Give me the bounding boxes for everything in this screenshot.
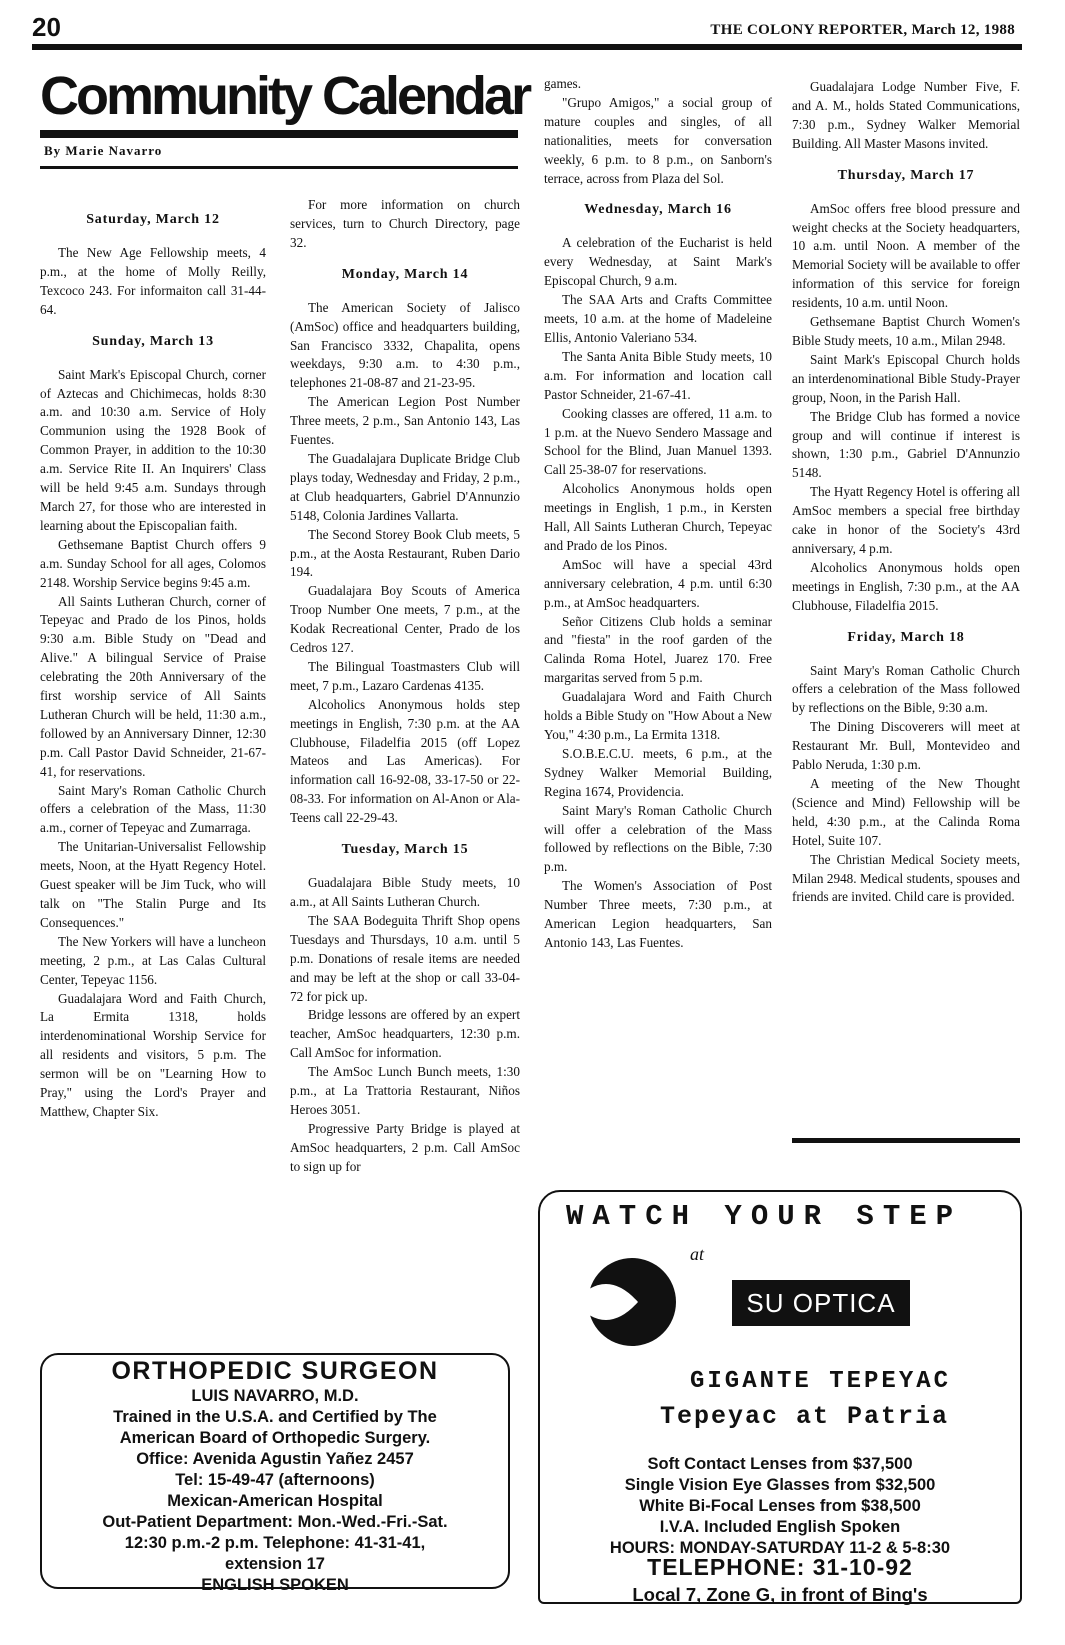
calendar-entry: Guadalajara Word and Faith Church holds a Bible Study on "How About a New You," 4:30 p.m., La Ermita 1318. xyxy=(544,689,772,742)
calendar-entry: The New Age Fellowship meets, 4 p.m., at the home of Molly Reilly, Texcoco 243. For informaiton call 31-44-64. xyxy=(40,245,266,317)
calendar-entry: The Women's Association of Post Number Three meets, 7:30 p.m., at American Legion headquarters, San Antonio 143, Las Fuentes. xyxy=(544,878,772,950)
orthopedic-surgeon-ad xyxy=(40,1353,510,1594)
day-heading: Friday, March 18 xyxy=(847,629,965,645)
day-heading: Monday, March 14 xyxy=(341,266,469,282)
ad-line: LUIS NAVARRO, M.D. xyxy=(191,1387,359,1405)
calendar-entry: A meeting of the New Thought (Science and Mind) Fellowship will be held, 4:30 p.m., at the Calinda Roma Hotel, Suite 107. xyxy=(792,776,1020,848)
calendar-entry: The Bilingual Toastmasters Club will meet, 7 p.m., Lazaro Cardenas 4135. xyxy=(290,658,520,693)
ad-title: ORTHOPEDIC SURGEON xyxy=(111,1357,439,1385)
calendar-entry: S.O.B.E.C.U. meets, 6 p.m., at the Sydney Walker Memorial Building, Regina 1674, Providencia. xyxy=(544,745,772,799)
calendar-entry: Saint Mark's Episcopal Church holds an interdenominational Bible Study-Prayer group, Noon, in the Parish Hall. xyxy=(792,351,1020,405)
calendar-entry: Bridge lessons are offered by an expert teacher, AmSoc headquarters, 12:30 p.m. Call AmSoc for information. xyxy=(290,1007,520,1061)
calendar-entry: The Dining Discoverers will meet at Restaurant Mr. Bull, Montevideo and Pablo Neruda, 1:30 p.m. xyxy=(792,719,1020,773)
ad-line: Mexican-American Hospital xyxy=(167,1492,383,1510)
publication-dateline: THE COLONY REPORTER, March 12, 1988 xyxy=(710,22,1015,38)
calendar-column-1 xyxy=(40,198,266,1122)
calendar-entry: For more information on church services, turn to Church Directory, page 32. xyxy=(290,197,520,250)
calendar-entry: The New Yorkers will have a luncheon meeting, 2 p.m., at Las Calas Cultural Center, Tepeyac 1156. xyxy=(40,933,266,987)
calendar-entry: The Bridge Club has formed a novice group and will continue if interest is shown, 1:30 p.m., Gabriel D'Annunzio 5148. xyxy=(792,408,1020,481)
calendar-entry: Guadalajara Boy Scouts of America Troop Number One meets, 7 p.m., at the Kodak Recreational Center, Prado de los Cedros 127. xyxy=(290,583,520,656)
calendar-entry: The American Legion Post Number Three meets, 2 p.m., San Antonio 143, Las Fuentes. xyxy=(290,394,520,448)
ad-headline: WATCH YOUR STEP xyxy=(566,1200,963,1233)
calendar-entry: A celebration of the Eucharist is held every Wednesday, at Saint Mark's Episcopal Church, 9 a.m. xyxy=(544,235,772,289)
ad-line: ENGLISH SPOKEN xyxy=(201,1576,349,1594)
ad-line: Soft Contact Lenses from $37,500 xyxy=(647,1455,913,1473)
calendar-entry: "Grupo Amigos," a social group of mature couples and singles, of all nationalities, meets for conversation weekly, 6 p.m. to 8 p.m., on Sanborn's terrace, across from Plaza del Sol. xyxy=(544,94,772,186)
ad-line: White Bi-Focal Lenses from $38,500 xyxy=(639,1497,921,1515)
header-rule xyxy=(32,44,1022,50)
ad-location: Local 7, Zone G, in front of Bing's xyxy=(632,1584,928,1605)
ad-at: at xyxy=(690,1244,705,1264)
calendar-entry: All Saints Lutheran Church, corner of Tepeyac and Prado de los Pinos, holds 9:30 a.m. Bible Study on "Dead and Alive." A bilingual Service of Praise celebrating the 20th Anniversary of the first worship service of All Saints Lutheran Church will be held, 11:30 a.m., followed by an Anniversary Dinner, 12:30 p.m. Call Pastor David Schneider, 21-67-41, for reservations. xyxy=(40,593,266,779)
calendar-entry: Saint Mary's Roman Catholic Church will offer a celebration of the Mass followed by reflections on the Bible, 7:30 p.m. xyxy=(544,802,772,875)
su-optica-ad xyxy=(538,1190,1022,1604)
calendar-entry: Saint Mary's Roman Catholic Church offers a celebration of the Mass, 11:30 a.m., corner of Tepeyac and Zumarraga. xyxy=(40,782,266,836)
ad-telephone: TELEPHONE: 31-10-92 xyxy=(647,1554,913,1580)
calendar-entry: The Guadalajara Duplicate Bridge Club plays today, Wednesday and Friday, 2 p.m., at Club headquarters, Gabriel D'Annunzio 5148, Colonia Jardines Vallarta. xyxy=(290,450,520,523)
calendar-column-4 xyxy=(792,78,1020,907)
calendar-entry: The Unitarian-Universalist Fellowship meets, Noon, at the Hyatt Regency Hotel. Guest speaker will be Jim Tuck, who will talk on "The Stalin Purge and Its Consequences." xyxy=(40,839,266,930)
calendar-entry: games. xyxy=(544,76,581,91)
calendar-entry: Cooking classes are offered, 11 a.m. to 1 p.m. at the Nuevo Sendero Massage and School for the Blind, Juan Manuel 1393. Call 25-38-07 for reservations. xyxy=(544,405,772,478)
ad-line: Office: Avenida Agustin Yañez 2457 xyxy=(136,1450,414,1468)
calendar-entry: The AmSoc Lunch Bunch meets, 1:30 p.m., at La Trattoria Restaurant, Niños Heroes 3051. xyxy=(290,1064,520,1117)
eye-logo-icon xyxy=(572,1252,676,1352)
masthead-underline xyxy=(40,166,518,169)
day-heading: Sunday, March 13 xyxy=(92,333,214,349)
ad-line: Trained in the U.S.A. and Certified by The xyxy=(113,1408,437,1426)
calendar-entry: The SAA Bodeguita Thrift Shop opens Tuesdays and Thursdays, 10 a.m. until 5 p.m. Donations of resale items are needed and may be left at the shop or call 33-04-72 for pick up. xyxy=(290,912,520,1004)
calendar-entry: AmSoc will have a special 43rd anniversary celebration, 4 p.m. until 6:30 p.m., at AmSoc headquarters. xyxy=(544,556,772,610)
calendar-entry: The Santa Anita Bible Study meets, 10 a.m. For information and location call Pastor Schneider, 21-67-41. xyxy=(544,348,772,402)
calendar-entry: Señor Citizens Club holds a seminar and "fiesta" in the roof garden of the Calinda Roma Hotel, Juarez 170. Free margaritas served from 5 p.m. xyxy=(544,613,772,686)
day-heading: Saturday, March 12 xyxy=(86,212,220,227)
calendar-entry: Saint Mark's Episcopal Church, corner of Aztecas and Chichimecas, holds 8:30 a.m. and 10:30 a.m. Service of Holy Communion using the 1928 Book of Common Prayer, in addition to the 10:30 a.m. Service Rite II. An Inquirers' Class will be held 9:45 a.m. Sundays through March 27, for those who are interested in learning about the Episcopalian faith. xyxy=(40,366,266,533)
end-of-article-bar xyxy=(792,1138,1020,1143)
section-title: Community Calendar xyxy=(40,66,530,126)
masthead-rule xyxy=(40,130,518,138)
calendar-entry: Guadalajara Word and Faith Church, La Ermita 1318, holds interdenominational Worship Service for all residents and visitors, 5 p.m. The sermon will be on "Learning How to Pray," using the Lord's Prayer and Matthew, Chapter Six. xyxy=(40,990,266,1119)
calendar-entry: Guadalajara Lodge Number Five, F. and A. M., holds Stated Communications, 7:30 p.m., Sydney Walker Memorial Building. All Master Masons invited. xyxy=(792,79,1020,151)
calendar-entry: Progressive Party Bridge is played at AmSoc headquarters, 2 p.m. Call AmSoc to sign up for xyxy=(290,1120,520,1174)
ad-line: Single Vision Eye Glasses from $32,500 xyxy=(624,1476,936,1494)
calendar-entry: The Hyatt Regency Hotel is offering all AmSoc members a special free birthday cake in honor of the Society's 43rd anniversary, 4 p.m. xyxy=(792,484,1020,556)
calendar-column-3 xyxy=(544,75,772,953)
calendar-column-2 xyxy=(290,196,520,1177)
calendar-entry: Alcoholics Anonymous holds open meetings in English, 7:30 p.m., at the AA Clubhouse, Filadelfia 2015. xyxy=(792,559,1020,613)
calendar-entry: Gethsemane Baptist Church Women's Bible Study meets, 10 a.m., Milan 2948. xyxy=(792,314,1020,348)
ad-line: extension 17 xyxy=(225,1555,325,1573)
ad-line: HOURS: MONDAY-SATURDAY 11-2 & 5-8:30 xyxy=(609,1539,951,1557)
ad-line: American Board of Orthopedic Surgery. xyxy=(119,1429,431,1447)
page-number: 20 xyxy=(32,12,61,42)
store-name: GIGANTE TEPEYAC xyxy=(690,1368,952,1395)
calendar-entry: AmSoc offers free blood pressure and weight checks at the Society headquarters, 10 a.m. until Noon. A member of the Memorial Society will be available to offer information of this service for foreign residents, 10 a.m. until Noon. xyxy=(792,200,1020,311)
ad-line: Tel: 15-49-47 (afternoons) xyxy=(175,1471,375,1489)
calendar-entry: Gethsemane Baptist Church offers 9 a.m. Sunday School for all ages, Colomos 2148. Worship Service begins 9:45 a.m. xyxy=(40,536,266,590)
calendar-entry: The Second Storey Book Club meets, 5 p.m., at the Aosta Restaurant, Ruben Dario 194. xyxy=(290,526,520,580)
ad-line: Out-Patient Department: Mon.-Wed.-Fri.-Sat. xyxy=(102,1513,448,1531)
calendar-entry: The SAA Arts and Crafts Committee meets, 10 a.m. at the home of Madeleine Ellis, Antonio Valeriano 534. xyxy=(544,292,772,345)
calendar-entry: Alcoholics Anonymous holds open meetings in English, 1 p.m., in Kersten Hall, All Saints Lutheran Church, Tepeyac and Prado de los Pinos. xyxy=(544,481,772,553)
calendar-entry: Alcoholics Anonymous holds step meetings in English, 7:30 p.m. at the AA Clubhouse, Filadelfia 2015 (off Lopez Mateos and Las Americas). For information call 16-92-08, 33-17-50 or 22-08-33. For information on Al-Anon or Ala-Teens call 22-29-43. xyxy=(290,696,520,826)
store-address: Tepeyac at Patria xyxy=(660,1402,950,1431)
byline: By Marie Navarro xyxy=(44,143,163,158)
ad-line: 12:30 p.m.-2 p.m. Telephone: 41-31-41, xyxy=(124,1534,426,1552)
calendar-entry: The American Society of Jalisco (AmSoc) office and headquarters building, San Francisco 3332, Chapalita, opens weekdays, 9:30 a.m. to 4:30 p.m., telephones 21-08-87 and 21-23-95. xyxy=(290,299,520,391)
day-heading: Wednesday, March 16 xyxy=(584,202,732,218)
brand-logo: SU OPTICA xyxy=(732,1280,910,1326)
day-heading: Thursday, March 17 xyxy=(837,167,975,183)
calendar-entry: The Christian Medical Society meets, Milan 2948. Medical students, spouses and friends are invited. Child care is provided. xyxy=(792,851,1020,905)
calendar-entry: Saint Mary's Roman Catholic Church offers a celebration of the Mass followed by reflections on the Bible, 9:30 a.m. xyxy=(792,662,1020,716)
calendar-entry: Guadalajara Bible Study meets, 10 a.m., at All Saints Lutheran Church. xyxy=(290,875,520,909)
ad-line: I.V.A. Included English Spoken xyxy=(659,1518,901,1536)
day-heading: Tuesday, March 15 xyxy=(341,842,469,858)
